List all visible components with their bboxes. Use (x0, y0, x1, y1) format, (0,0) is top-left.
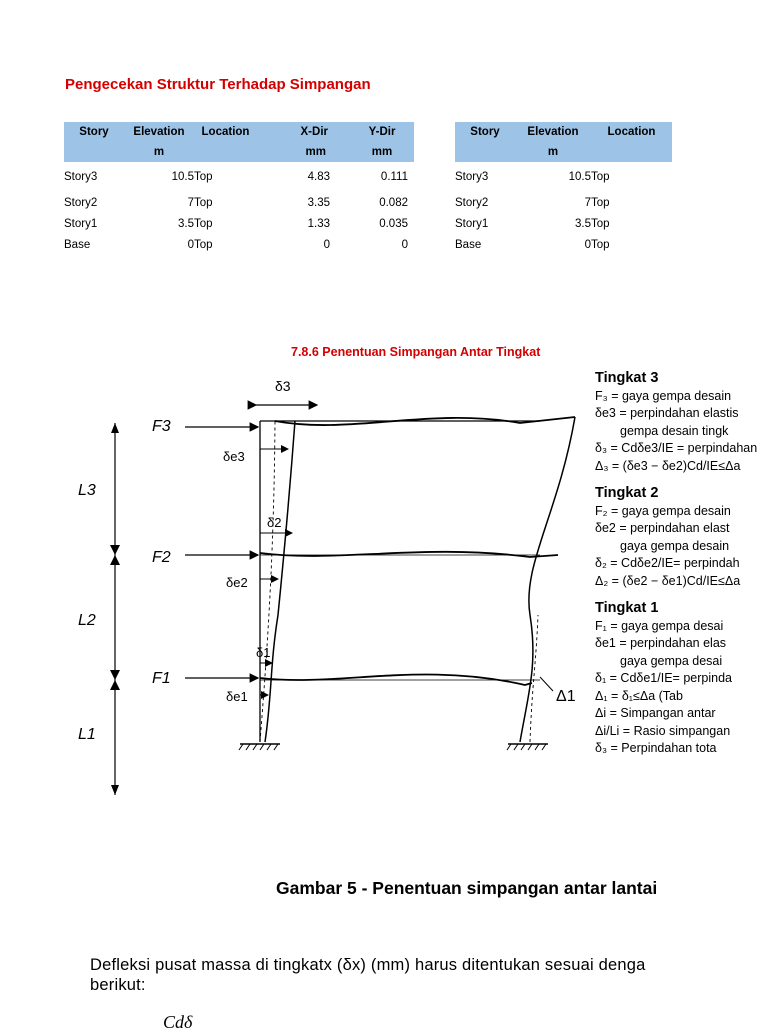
table-row: Story2 7 Top (455, 196, 610, 209)
formula-fragment: Cdδ (163, 1012, 193, 1032)
header-story: Story (64, 122, 124, 142)
legend-title-tingkat-3: Tingkat 3 (595, 370, 659, 386)
label-de3: δe3 (223, 449, 245, 464)
table-header-row (455, 122, 672, 142)
legend-line: gaya gempa desain (620, 538, 730, 553)
label-f1: F1 (152, 670, 171, 687)
beam-level-2 (260, 552, 558, 557)
unit-elevation: m (124, 142, 194, 162)
header-y-dir: Y-Dir (350, 122, 414, 142)
leader-d1 (540, 677, 553, 691)
table-unit-row (455, 142, 672, 162)
section-title: Pengecekan Struktur Terhadap Simpangan (65, 76, 371, 93)
header-location: Location (194, 122, 257, 142)
legend-line: Δi/Li = Rasio simpangan (595, 723, 731, 738)
drift-table-left (64, 122, 414, 255)
legend-line: Δi = Simpangan antar (595, 706, 716, 720)
table-row: Story3 10.5 Top (455, 171, 610, 183)
support-right (507, 744, 548, 750)
legend-line: F₁ = gaya gempa desai (595, 618, 724, 633)
paragraph-line-1: Defleksi pusat massa di tingkatx (δx) (mm) harus ditentukan sesuai denga (90, 956, 646, 974)
legend-line: gaya gempa desai (620, 653, 723, 668)
legend-line: Δ₃ = (δe3 − δe2)Cd/IE≤Δa (595, 458, 741, 473)
label-d2: δ2 (267, 515, 282, 530)
header-story: Story (455, 122, 515, 142)
legend-line: δ₃ = Perpindahan tota (595, 741, 717, 755)
legend-line: δ₁ = Cdδe1/IE= perpinda (595, 671, 732, 685)
unit-x-dir: mm (257, 142, 350, 162)
height-dimension (110, 423, 120, 795)
legend-title-tingkat-2: Tingkat 2 (595, 485, 659, 501)
legend-title-tingkat-1: Tingkat 1 (595, 600, 659, 616)
frame-diagram (60, 365, 590, 815)
label-d3: δ3 (275, 378, 291, 394)
table-row: Base 0 Top 0 0 (64, 238, 408, 251)
header-location: Location (591, 122, 672, 142)
legend-line: F₃ = gaya gempa desain (595, 388, 732, 403)
figure-caption: Gambar 5 - Penentuan simpangan antar lantai (276, 878, 658, 898)
label-delta-1: Δ1 (556, 688, 576, 705)
header-elevation: Elevation (515, 122, 591, 142)
legend-line: δ₃ = Cdδe3/IE = perpindahan (595, 441, 758, 455)
table-unit-row (64, 142, 414, 162)
table-row: Story2 7 Top 3.35 0.082 (64, 196, 408, 209)
label-l1: L1 (78, 726, 96, 743)
header-x-dir: X-Dir (257, 122, 350, 142)
paragraph-line-2: berikut: (90, 976, 146, 994)
table-row: Base 0 Top (455, 238, 610, 251)
legend-line: Δ₂ = (δe2 − δe1)Cd/IE≤Δa (595, 573, 741, 588)
legend-line: δ₂ = Cdδe2/IE= perpindah (595, 556, 740, 570)
figure-subtitle: 7.8.6 Penentuan Simpangan Antar Tingkat (291, 345, 541, 359)
support-left (239, 744, 280, 750)
label-l3: L3 (78, 482, 96, 499)
legend-line: F₂ = gaya gempa desain (595, 503, 731, 518)
legend-line: δe2 = perpindahan elast (595, 521, 730, 535)
table-row: Story1 3.5 Top (455, 217, 610, 230)
legend-line: δe1 = perpindahan elas (595, 636, 727, 650)
table-header-row (64, 122, 414, 142)
drift-table-right (455, 122, 672, 255)
body-paragraph (90, 955, 768, 995)
table-row: Story3 10.5 Top 4.83 0.111 (64, 171, 408, 183)
label-d1: δ1 (256, 645, 271, 660)
table-row: Story1 3.5 Top 1.33 0.035 (64, 217, 408, 230)
legend-line: Δ₁ = δ₁≤Δa (Tab (595, 688, 683, 703)
unit-elevation: m (515, 142, 591, 162)
left-column-elastic (260, 421, 275, 742)
label-de1: δe1 (226, 689, 248, 704)
label-l2: L2 (78, 612, 96, 629)
label-f3: F3 (152, 418, 171, 435)
legend-line: δe3 = perpindahan elastis (595, 406, 739, 420)
figure-legend (595, 370, 768, 758)
left-column-deformed (265, 421, 295, 742)
label-de2: δe2 (226, 575, 248, 590)
label-f2: F2 (152, 549, 171, 566)
legend-line: gempa desain tingk (620, 423, 729, 438)
unit-y-dir: mm (350, 142, 414, 162)
header-elevation: Elevation (124, 122, 194, 142)
